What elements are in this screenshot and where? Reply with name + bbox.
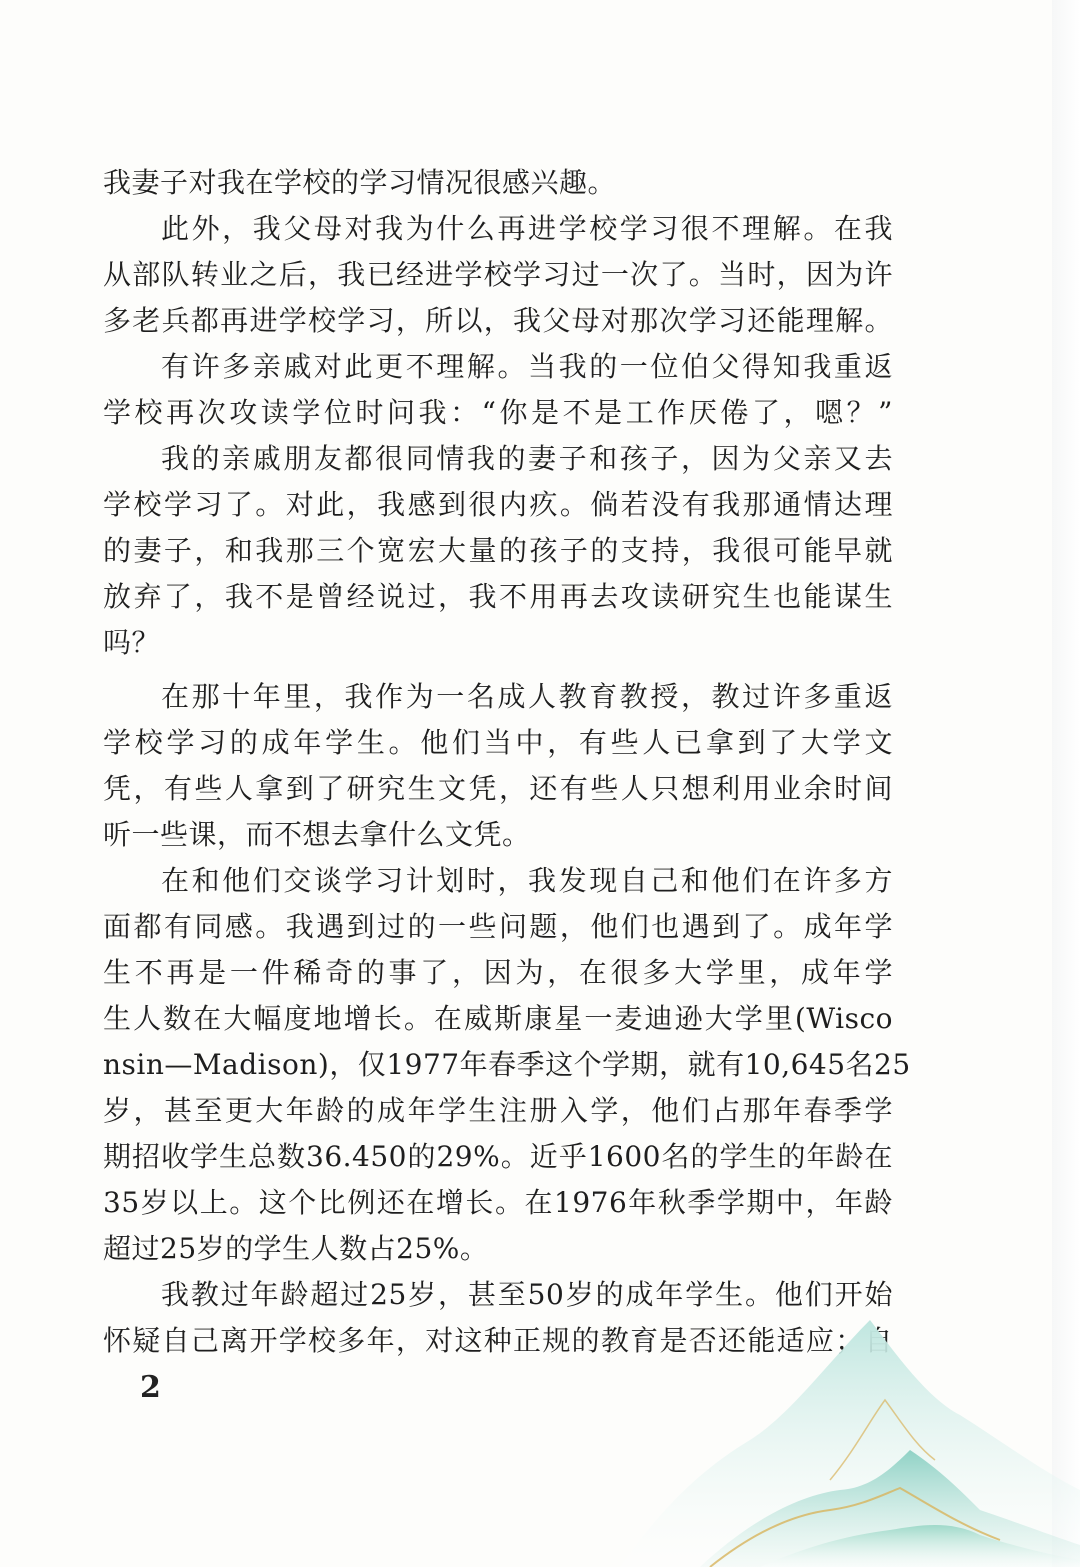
text-line: 我妻子对我在学校的学习情况很感兴趣。	[103, 166, 617, 199]
text-line: 的妻子，和我那三个宽宏大量的孩子的支持，我很可能早就	[103, 534, 893, 567]
text-line: 生人数在大幅度地增长。在威斯康星一麦迪逊大学里(Wisco	[103, 1002, 893, 1035]
text-line: 面都有同感。我遇到过的一些问题，他们也遇到了。成年学	[103, 910, 893, 943]
text-line: 在那十年里，我作为一名成人教育教授，教过许多重返	[161, 680, 893, 713]
text-line: 岁，甚至更大年龄的成年学生注册入学，他们占那年春季学	[103, 1094, 893, 1127]
text-line: 学校再次攻读学位时问我：“你是不是工作厌倦了，嗯？”	[103, 396, 893, 429]
text-line: 吗？	[103, 626, 161, 659]
text-line: 生不再是一件稀奇的事了，因为，在很多大学里，成年学	[103, 956, 893, 989]
text-line: 从部队转业之后，我已经进学校学习过一次了。当时，因为许	[103, 258, 893, 291]
mountain-decoration	[600, 1320, 1080, 1567]
text-line: 怀疑自己离开学校多年，对这种正规的教育是否还能适应；自	[103, 1324, 893, 1357]
text-line: 在和他们交谈学习计划时，我发现自己和他们在许多方	[161, 864, 893, 897]
text-line: 多老兵都再进学校学习，所以，我父母对那次学习还能理解。	[103, 304, 893, 337]
text-line: 期招收学生总数36.450的29%。近乎1600名的学生的年龄在	[103, 1140, 893, 1173]
text-line: 35岁以上。这个比例还在增长。在1976年秋季学期中，年龄	[103, 1186, 893, 1219]
text-line: 凭，有些人拿到了研究生文凭，还有些人只想利用业余时间	[103, 772, 893, 805]
body-text	[103, 160, 911, 1364]
text-line: 我的亲戚朋友都很同情我的妻子和孩子，因为父亲又去	[161, 442, 893, 475]
text-line: 放弃了，我不是曾经说过，我不用再去攻读研究生也能谋生	[103, 580, 893, 613]
text-line: 此外，我父母对我为什么再进学校学习很不理解。在我	[161, 212, 893, 245]
text-line: 学校学习了。对此，我感到很内疚。倘若没有我那通情达理	[103, 488, 893, 521]
text-line: 超过25岁的学生人数占25%。	[103, 1232, 489, 1265]
text-line: nsin—Madison)，仅1977年春季这个学期，就有10,645名25	[103, 1048, 911, 1081]
page-number: 2	[140, 1370, 161, 1405]
text-line: 我教过年龄超过25岁，甚至50岁的成年学生。他们开始	[161, 1278, 893, 1311]
text-line: 听一些课，而不想去拿什么文凭。	[103, 818, 531, 851]
text-line: 有许多亲戚对此更不理解。当我的一位伯父得知我重返	[161, 350, 893, 383]
text-line: 学校学习的成年学生。他们当中，有些人已拿到了大学文	[103, 726, 893, 759]
